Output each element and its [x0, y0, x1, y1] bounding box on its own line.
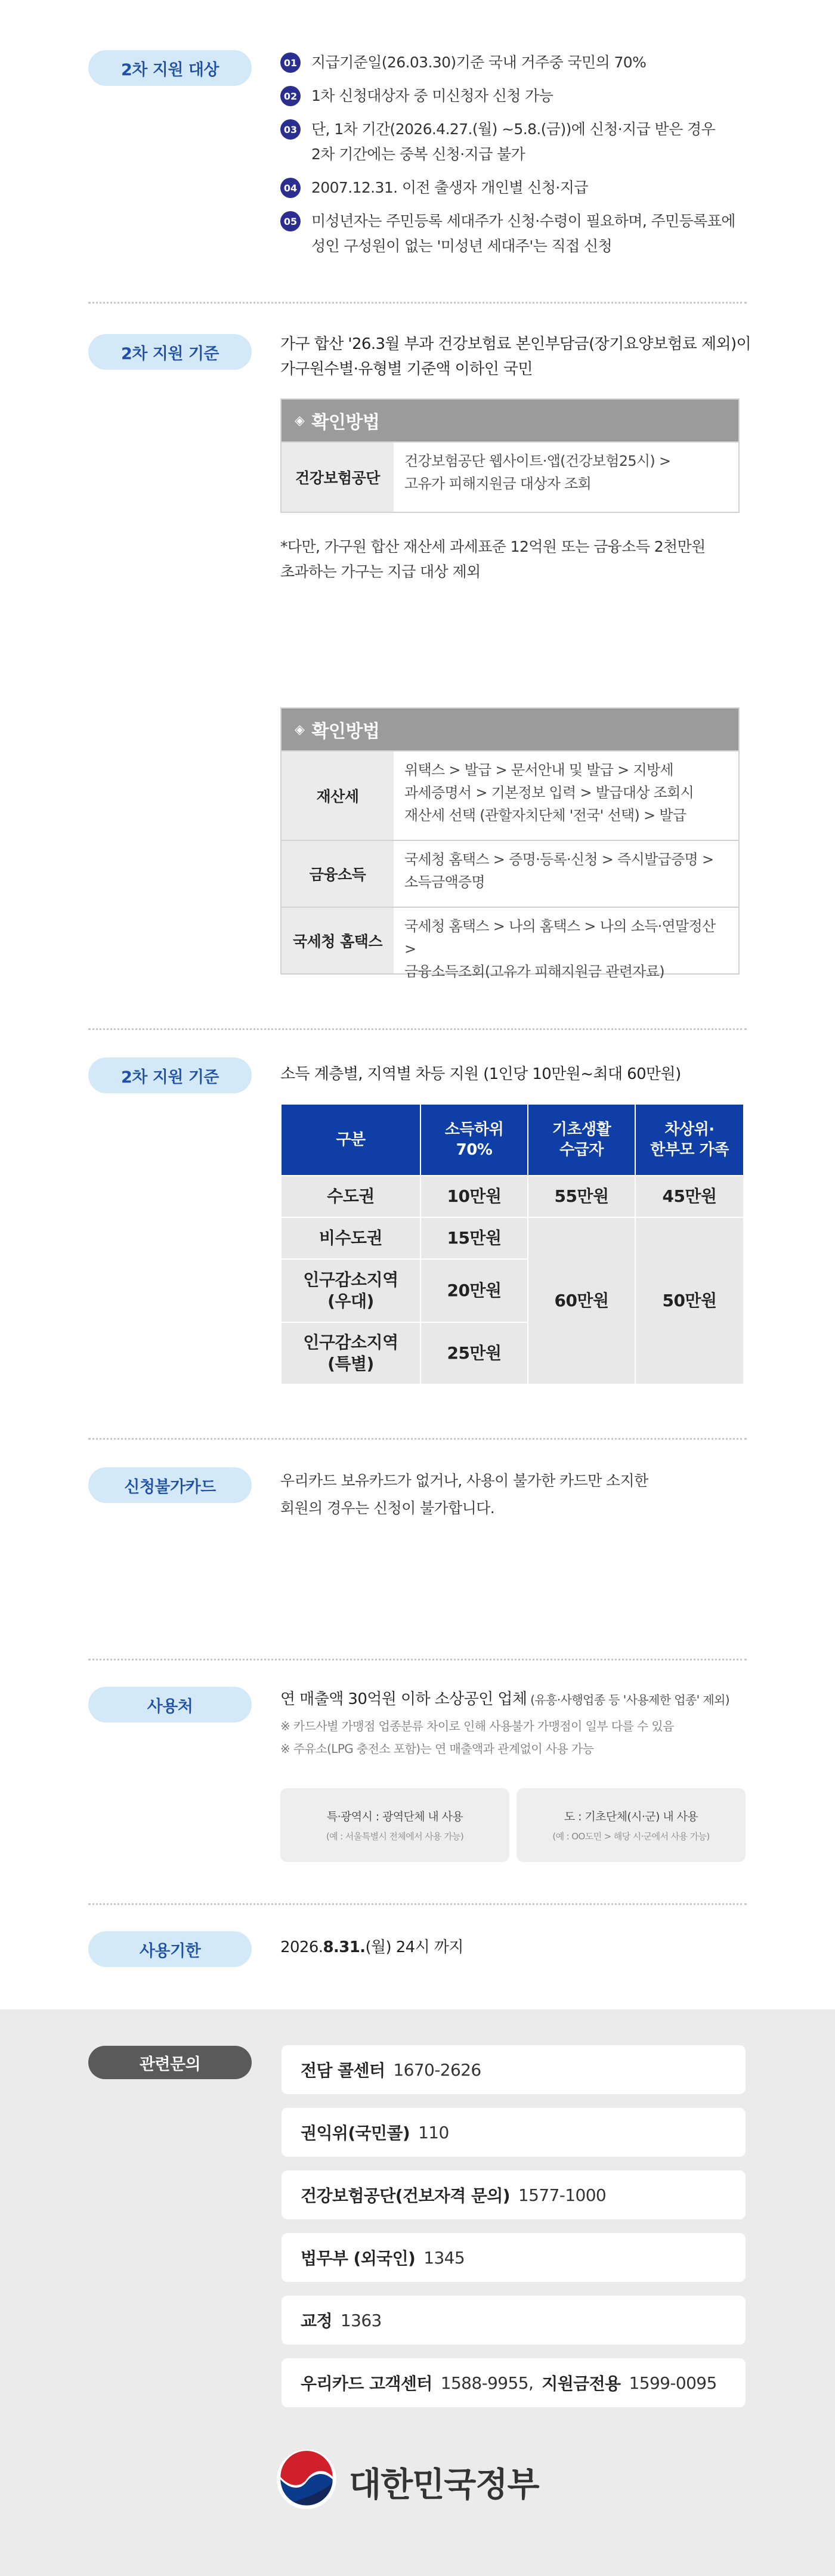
- contact-card: [282, 2296, 746, 2345]
- usage-card-province: [517, 1788, 746, 1862]
- check-method-row: [282, 907, 738, 980]
- list-item: [280, 117, 752, 167]
- table-row: [281, 1176, 744, 1217]
- list-item: [280, 175, 752, 200]
- deadline-content: [280, 1935, 752, 1960]
- check-method-value: 국세청 홈택스 > 나의 홈택스 > 나의 소득·연말정산 > 금융소득조회(고유가 피해지원금 관련자료): [404, 918, 716, 980]
- unavailable-card-note: 우리카드 보유카드가 없거나, 사용이 불가한 카드만 소지한 회원의 경우는 신청이 불가합니다.: [280, 1472, 648, 1517]
- table-cell: 25만원: [420, 1322, 528, 1384]
- amount-lead: [280, 1062, 752, 1087]
- deadline-text: 2026.8.31.(월) 24시 까지: [280, 1938, 463, 1956]
- contact-card: [282, 2045, 746, 2094]
- usage-note: ※ 주유소(LPG 충전소 포함)는 연 매출액과 관계없이 사용 가능: [280, 1742, 594, 1756]
- section-label-usage: 사용처: [88, 1687, 252, 1723]
- section-label-amount: 2차 지원 기준: [88, 1057, 252, 1093]
- contact-card: [282, 2108, 746, 2157]
- check-method-row: [282, 840, 738, 907]
- contact-card: [282, 2170, 746, 2219]
- contact-name: 건강보험공단(건보자격 문의): [301, 2186, 510, 2206]
- contact-number[interactable]: 1588-9955,: [440, 2373, 534, 2393]
- table-cell-region: 비수도권: [281, 1217, 420, 1259]
- table-cell-merged: 60만원: [528, 1217, 635, 1384]
- contact-number[interactable]: 110: [418, 2122, 449, 2142]
- usage-card-metro: [280, 1788, 509, 1862]
- check-method-label: 재산세: [282, 752, 394, 840]
- contact-number[interactable]: 1599-0095: [629, 2373, 717, 2393]
- contact-name: 전담 콜센터: [301, 2061, 385, 2080]
- table-cell: 10만원: [420, 1176, 528, 1217]
- contact-number[interactable]: 1345: [423, 2247, 465, 2268]
- list-item-text: 지급기준일(26.03.30)기준 국내 거주중 국민의 70%: [311, 54, 647, 71]
- section-label-unavailable-card: 신청불가카드: [88, 1467, 252, 1503]
- usage-content: [280, 1687, 752, 1760]
- list-item-text: 1차 신청대상자 중 미신청자 신청 가능: [311, 87, 553, 104]
- table-cell: 20만원: [420, 1259, 528, 1322]
- list-item: [280, 84, 752, 109]
- number-badge: 01: [280, 52, 301, 73]
- list-item-text: 2007.12.31. 이전 출생자 개인별 신청·지급: [311, 179, 588, 196]
- check-method-value: 위택스 > 발급 > 문서안내 및 발급 > 지방세 과세증명서 > 기본정보 입력 > 발급대상 조회시 재산세 선택 (관할자치단체 '전국' 선택) > 발급: [404, 762, 694, 824]
- section-label-criteria: 2차 지원 기준: [88, 334, 252, 370]
- check-method-value: 국세청 홈택스 > 증명·등록·신청 > 즉시발급증명 > 소득금액증명: [404, 851, 714, 890]
- support-amount-table: [280, 1103, 744, 1385]
- check-method-label: 금융소득: [282, 841, 394, 907]
- table-cell: 15만원: [420, 1217, 528, 1259]
- contact-card: [282, 2358, 746, 2407]
- table-header-cell: 차상위· 한부모 가족: [635, 1104, 744, 1176]
- criteria-content: [280, 332, 752, 585]
- section-divider: [88, 1659, 747, 1660]
- table-cell-merged: 50만원: [635, 1217, 744, 1384]
- check-method-label: 건강보험공단: [282, 443, 394, 512]
- table-header-cell: 소득하위 70%: [420, 1104, 528, 1176]
- usage-card-title: 도 : 기초단체(시·군) 내 사용: [564, 1810, 698, 1823]
- contact-name: 권익위(국민콜): [301, 2123, 410, 2143]
- target-list: [280, 50, 752, 267]
- list-item-text: 미성년자는 주민등록 세대주가 신청·수령이 필요하며, 주민등록표에 성인 구성원이 없는 '미성년 세대주'는 직접 신청: [311, 212, 735, 255]
- check-method-box-2-wrap: [280, 707, 752, 980]
- section-divider: [88, 1438, 747, 1440]
- diamond-icon: ◈: [295, 413, 305, 428]
- list-item: [280, 209, 752, 259]
- exclusion-note: *다만, 가구원 합산 재산세 과세표준 12억원 또는 금융소득 2천만원 초과하는 가구는 지급 대상 제외: [280, 538, 706, 580]
- usage-card-title: 특·광역시 : 광역단체 내 사용: [326, 1810, 463, 1823]
- usage-card-example: (예 : 서울특별시 전체에서 사용 가능): [326, 1831, 464, 1842]
- list-item-text: 단, 1차 기간(2026.4.27.(월) ~5.8.(금))에 신청·지급 받은 경우 2차 기간에는 중복 신청·지급 불가: [311, 120, 716, 163]
- government-emblem-icon: [276, 2448, 338, 2510]
- government-name: 대한민국정부: [349, 2466, 539, 2504]
- contact-number[interactable]: 1670-2626: [393, 2059, 481, 2080]
- usage-note: ※ 카드사별 가맹점 업종분류 차이로 인해 사용불가 가맹점이 일부 다를 수 있음: [280, 1719, 674, 1733]
- check-method-value: 건강보험공단 웹사이트·앱(건강보험25시) > 고유가 피해지원금 대상자 조회: [404, 453, 671, 492]
- contact-name: 법무부 (외국인): [301, 2249, 416, 2268]
- check-method-row: [282, 441, 738, 512]
- contact-card: [282, 2233, 746, 2282]
- contact-name: 우리카드 고객센터: [301, 2374, 432, 2393]
- check-method-header: ◈ 확인방법: [282, 709, 738, 750]
- number-badge: 05: [280, 211, 301, 231]
- contact-name: 지원금전용: [542, 2374, 621, 2393]
- criteria-lead: 가구 합산 '26.3월 부과 건강보험료 본인부담금(장기요양보험료 제외)이 가구원수별·유형별 기준액 이하인 국민: [280, 335, 752, 378]
- section-divider: [88, 1903, 747, 1905]
- contact-number[interactable]: 1577-1000: [518, 2185, 607, 2205]
- check-method-row: [282, 750, 738, 840]
- check-method-label: 국세청 홈택스: [282, 908, 394, 973]
- list-item: [280, 50, 752, 75]
- table-cell-region: 인구감소지역 (우대): [281, 1259, 420, 1322]
- check-method-header: ◈ 확인방법: [282, 400, 738, 441]
- contact-number[interactable]: 1363: [340, 2310, 382, 2330]
- table-cell: 45만원: [635, 1176, 744, 1217]
- check-method-box: [280, 707, 740, 980]
- number-badge: 03: [280, 119, 301, 140]
- check-method-box: [280, 398, 740, 513]
- usage-card-example: (예 : OO도민 > 해당 시·군에서 사용 가능): [552, 1831, 710, 1842]
- table-row: [281, 1217, 744, 1259]
- section-label-target: 2차 지원 대상: [88, 50, 252, 86]
- amount-lead-text: 소득 계층별, 지역별 차등 지원 (1인당 10만원~최대 60만원): [280, 1065, 681, 1083]
- section-divider: [88, 302, 747, 304]
- table-header-row: [281, 1104, 744, 1176]
- section-label-deadline: 사용기한: [88, 1931, 252, 1967]
- contact-name: 교정: [301, 2311, 332, 2331]
- table-header-cell: 기초생활 수급자: [528, 1104, 635, 1176]
- table-cell: 55만원: [528, 1176, 635, 1217]
- unavailable-card-text: [280, 1467, 752, 1522]
- usage-lead: 연 매출액 30억원 이하 소상공인 업체 (유흥·사행업종 등 '사용제한 업종' 제외): [280, 1690, 729, 1708]
- section-divider: [88, 1028, 747, 1030]
- diamond-icon: ◈: [295, 722, 305, 737]
- section-label-contact: 관련문의: [88, 2046, 252, 2079]
- number-badge: 04: [280, 178, 301, 198]
- table-cell-region: 수도권: [281, 1176, 420, 1217]
- table-header-cell: 구분: [281, 1104, 420, 1176]
- number-badge: 02: [280, 86, 301, 106]
- table-cell-region: 인구감소지역 (특별): [281, 1322, 420, 1384]
